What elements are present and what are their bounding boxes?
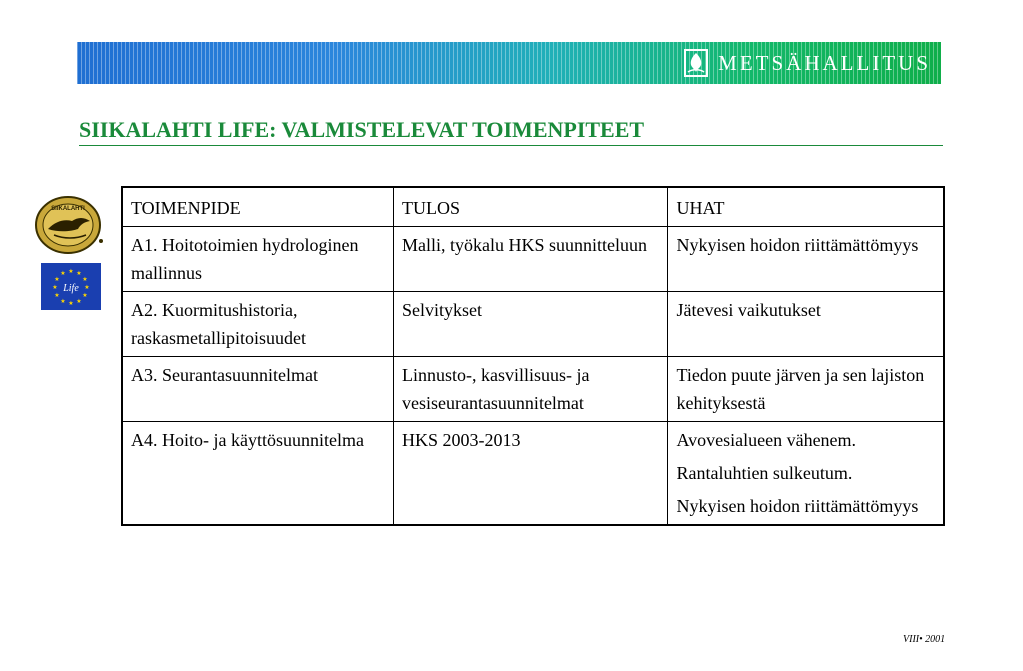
eu-life-text: Life xyxy=(63,283,79,294)
brand-logo xyxy=(682,48,931,78)
threat-cell xyxy=(668,422,944,526)
result-cell: Malli, työkalu HKS suunnitteluun xyxy=(393,227,667,292)
column-header-toimenpide: TOIMENPIDE xyxy=(122,187,393,227)
threat-item: Rantaluhtien sulkeutum. xyxy=(676,463,853,483)
eu-life-flag-icon xyxy=(41,263,101,310)
svg-text:★: ★ xyxy=(82,292,88,299)
result-cell: Linnusto-, kasvillisuus- ja vesiseurantasuunnitelmat xyxy=(393,357,667,422)
column-header-tulos: TULOS xyxy=(393,187,667,227)
measure-cell: A1. Hoitotoimien hydrologinen mallinnus xyxy=(122,227,393,292)
svg-text:★: ★ xyxy=(84,284,90,291)
footer-date: VIII• 2001 xyxy=(903,634,946,645)
seal-text: SIIKALAHTI xyxy=(51,206,85,212)
bird-seal-icon xyxy=(34,195,104,255)
header-banner xyxy=(77,42,941,84)
svg-text:★: ★ xyxy=(82,276,88,283)
svg-text:★: ★ xyxy=(54,276,60,283)
title-underline xyxy=(79,145,943,146)
measure-cell: A3. Seurantasuunnitelmat xyxy=(122,357,393,422)
forest-tree-icon xyxy=(682,48,710,78)
svg-text:★: ★ xyxy=(68,268,74,275)
table-row xyxy=(122,227,944,292)
table-row xyxy=(122,357,944,422)
measure-cell: A4. Hoito- ja käyttösuunnitelma xyxy=(122,422,393,526)
svg-text:★: ★ xyxy=(60,270,66,277)
threat-item: Nykyisen hoidon riittämättömyys xyxy=(676,235,919,255)
svg-text:★: ★ xyxy=(52,284,58,291)
table-row xyxy=(122,292,944,357)
column-header-uhat: UHAT xyxy=(668,187,944,227)
slide-title: SIIKALAHTI LIFE: VALMISTELEVAT TOIMENPITEET xyxy=(79,117,645,142)
threat-cell xyxy=(668,292,944,357)
threat-cell xyxy=(668,227,944,292)
threat-item: Nykyisen hoidon riittämättömyys xyxy=(676,496,919,516)
threat-item: Tiedon puute järven ja sen lajiston kehityksestä xyxy=(676,365,925,413)
svg-text:★: ★ xyxy=(76,298,82,305)
svg-text:★: ★ xyxy=(68,300,74,307)
result-cell: Selvitykset xyxy=(393,292,667,357)
svg-text:★: ★ xyxy=(76,270,82,277)
threat-item: Jätevesi vaikutukset xyxy=(676,300,821,320)
threat-item: Avovesialueen vähenem. xyxy=(676,430,857,450)
result-cell: HKS 2003-2013 xyxy=(393,422,667,526)
table-row xyxy=(122,422,944,526)
measures-table xyxy=(121,186,945,526)
measure-cell: A2. Kuormitushistoria, raskasmetallipitoisuudet xyxy=(122,292,393,357)
brand-name: METSÄHALLITUS xyxy=(718,50,931,75)
table-header-row xyxy=(122,187,944,227)
svg-text:★: ★ xyxy=(54,292,60,299)
threat-cell xyxy=(668,357,944,422)
svg-text:★: ★ xyxy=(60,298,66,305)
